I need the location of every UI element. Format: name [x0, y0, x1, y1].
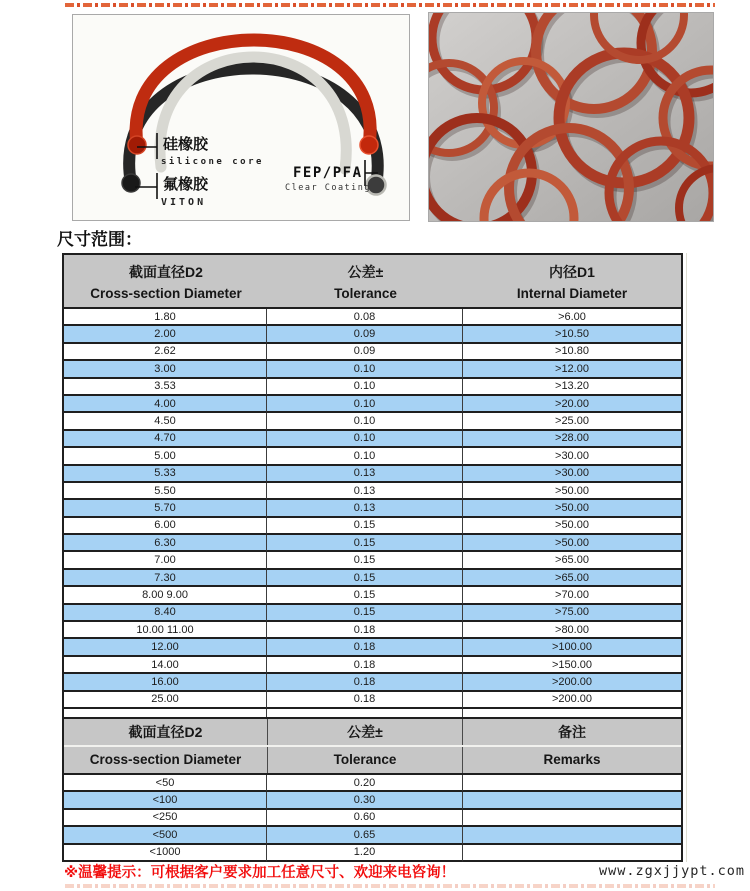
- remarks-header-remarks-cn: 备注: [558, 723, 586, 740]
- table-cell: 7.00: [62, 552, 267, 569]
- table-cell: >30.00: [463, 448, 683, 465]
- table-cell: >50.00: [463, 500, 683, 517]
- remarks-header-row-cn: [64, 719, 681, 745]
- table-cell: 0.15: [267, 518, 463, 535]
- table-cell: [463, 792, 683, 809]
- table-cell: 1.80: [62, 309, 267, 326]
- table-cell: >10.80: [463, 344, 683, 361]
- table-cell: 0.10: [267, 448, 463, 465]
- size-tables: [62, 253, 683, 862]
- table-gap-row: [62, 709, 683, 717]
- table-right-shadow-line: [686, 253, 687, 862]
- table-row: [62, 639, 683, 656]
- header-tolerance-en: Tolerance: [334, 285, 397, 301]
- table-cell: >80.00: [463, 622, 683, 639]
- header-cross-section-en: Cross-section Diameter: [90, 285, 242, 301]
- table-cell: 1.20: [267, 845, 463, 862]
- table-cell: 0.10: [267, 413, 463, 430]
- remarks-header-tolerance-cn: 公差±: [268, 719, 463, 745]
- table-cell: <500: [62, 827, 267, 844]
- table-cell: <1000: [62, 845, 267, 862]
- gap-cell: [62, 709, 267, 717]
- table-cell: 2.00: [62, 326, 267, 343]
- table-cell: 12.00: [62, 639, 267, 656]
- table-cell: 0.18: [267, 692, 463, 709]
- oring-structure-svg: [73, 15, 409, 220]
- oring-photo-svg: [429, 13, 713, 221]
- top-dashed-divider: [65, 3, 715, 7]
- header-tolerance-cn: 公差±: [347, 263, 384, 280]
- table-cell: 0.09: [267, 344, 463, 361]
- table-cell: 5.00: [62, 448, 267, 465]
- remarks-header-cross-section-cn: 截面直径D2: [64, 719, 268, 745]
- remarks-table-body: [62, 775, 683, 862]
- table-cell: 0.09: [267, 326, 463, 343]
- table-row: [62, 810, 683, 827]
- table-cell: >75.00: [463, 605, 683, 622]
- table-row: [62, 570, 683, 587]
- gap-cell: [463, 709, 683, 717]
- table-cell: 0.13: [267, 483, 463, 500]
- table-cell: 14.00: [62, 657, 267, 674]
- table-cell: 0.15: [267, 587, 463, 604]
- table-cell: [463, 775, 683, 792]
- header-internal-diameter-en: Internal Diameter: [516, 285, 628, 301]
- table-row: [62, 692, 683, 709]
- size-table-header: [62, 253, 683, 309]
- table-cell: 0.18: [267, 657, 463, 674]
- table-cell: 16.00: [62, 674, 267, 691]
- table-cell: 6.30: [62, 535, 267, 552]
- size-table-body: [62, 309, 683, 709]
- bottom-dashed-divider: [65, 884, 715, 888]
- table-cell: 0.20: [267, 775, 463, 792]
- table-cell: [463, 827, 683, 844]
- table-cell: >28.00: [463, 431, 683, 448]
- remarks-header-cross-section-en: Cross-section Diameter: [64, 747, 268, 773]
- table-cell: 0.18: [267, 622, 463, 639]
- table-cell: 0.10: [267, 361, 463, 378]
- silicone-end-left: [128, 136, 146, 154]
- table-cell: >6.00: [463, 309, 683, 326]
- table-cell: >200.00: [463, 674, 683, 691]
- table-cell: 6.00: [62, 518, 267, 535]
- table-cell: >10.50: [463, 326, 683, 343]
- oring-photo: [428, 12, 714, 222]
- gap-cell: [267, 709, 463, 717]
- table-cell: 0.15: [267, 552, 463, 569]
- table-cell: 2.62: [62, 344, 267, 361]
- table-cell: 0.13: [267, 500, 463, 517]
- table-cell: >30.00: [463, 466, 683, 483]
- silicone-label-cn: 硅橡胶: [163, 136, 209, 153]
- silicone-end-right: [360, 136, 378, 154]
- table-cell: <100: [62, 792, 267, 809]
- table-cell: 0.18: [267, 674, 463, 691]
- table-cell: 0.65: [267, 827, 463, 844]
- table-cell: 0.10: [267, 379, 463, 396]
- table-row: [62, 622, 683, 639]
- site-watermark: www.zgxjjypt.com: [598, 863, 745, 879]
- table-row: [62, 518, 683, 535]
- table-cell: 5.50: [62, 483, 267, 500]
- notice-text: ※温馨提示：可根据客户要求加工任意尺寸、欢迎来电咨询！: [64, 865, 456, 881]
- table-cell: 3.00: [62, 361, 267, 378]
- table-row: [62, 413, 683, 430]
- table-row: [62, 344, 683, 361]
- table-cell: 4.00: [62, 396, 267, 413]
- fep-label: FEP/PFA: [293, 165, 363, 181]
- section-heading: 尺寸范围：: [57, 230, 142, 249]
- table-cell: >20.00: [463, 396, 683, 413]
- table-row: [62, 775, 683, 792]
- table-row: [62, 827, 683, 844]
- table-cell: 0.08: [267, 309, 463, 326]
- table-cell: 0.10: [267, 431, 463, 448]
- table-cell: 8.40: [62, 605, 267, 622]
- table-cell: 4.50: [62, 413, 267, 430]
- fep-sublabel: Clear Coating: [285, 183, 372, 193]
- header-cross-section: [64, 255, 268, 307]
- table-row: [62, 792, 683, 809]
- table-cell: 25.00: [62, 692, 267, 709]
- table-row: [62, 535, 683, 552]
- table-cell: <50: [62, 775, 267, 792]
- table-cell: >65.00: [463, 570, 683, 587]
- table-cell: >65.00: [463, 552, 683, 569]
- table-cell: >70.00: [463, 587, 683, 604]
- table-cell: [463, 810, 683, 827]
- table-cell: >50.00: [463, 483, 683, 500]
- remarks-table-header: [62, 717, 683, 775]
- remarks-header-remarks-en: Remarks: [543, 752, 601, 768]
- table-row: [62, 587, 683, 604]
- table-cell: 0.18: [267, 639, 463, 656]
- viton-label-en: VITON: [161, 197, 207, 208]
- table-row: [62, 431, 683, 448]
- table-row: [62, 396, 683, 413]
- table-cell: 4.70: [62, 431, 267, 448]
- table-row: [62, 466, 683, 483]
- table-cell: >200.00: [463, 692, 683, 709]
- table-cell: 0.60: [267, 810, 463, 827]
- table-cell: 5.33: [62, 466, 267, 483]
- table-row: [62, 674, 683, 691]
- oring-structure-image: [72, 14, 410, 221]
- table-row: [62, 500, 683, 517]
- table-cell: 0.13: [267, 466, 463, 483]
- table-row: [62, 483, 683, 500]
- remarks-header-row-en: [64, 747, 681, 773]
- table-cell: <250: [62, 810, 267, 827]
- table-row: [62, 379, 683, 396]
- table-cell: 0.15: [267, 605, 463, 622]
- table-row: [62, 309, 683, 326]
- table-row: [62, 845, 683, 862]
- table-row: [62, 605, 683, 622]
- table-cell: >100.00: [463, 639, 683, 656]
- header-cross-section-cn: 截面直径D2: [129, 263, 203, 280]
- table-cell: 5.70: [62, 500, 267, 517]
- table-cell: 8.00 9.00: [62, 587, 267, 604]
- table-cell: 7.30: [62, 570, 267, 587]
- table-cell: >13.20: [463, 379, 683, 396]
- table-cell: >50.00: [463, 518, 683, 535]
- remarks-header-tolerance-en: Tolerance: [268, 747, 463, 773]
- table-row: [62, 326, 683, 343]
- table-cell: >50.00: [463, 535, 683, 552]
- table-row: [62, 448, 683, 465]
- table-cell: >150.00: [463, 657, 683, 674]
- viton-label-cn: 氟橡胶: [163, 176, 209, 193]
- table-cell: 3.53: [62, 379, 267, 396]
- table-cell: >25.00: [463, 413, 683, 430]
- viton-end-left: [122, 174, 140, 192]
- table-row: [62, 552, 683, 569]
- silicone-label-en: silicone core: [161, 157, 264, 167]
- table-cell: [463, 845, 683, 862]
- table-cell: 0.10: [267, 396, 463, 413]
- table-row: [62, 657, 683, 674]
- header-internal-diameter-cn: 内径D1: [549, 263, 595, 280]
- header-tolerance: [268, 255, 463, 307]
- table-row: [62, 361, 683, 378]
- header-internal-diameter: [463, 255, 681, 307]
- table-cell: 0.15: [267, 535, 463, 552]
- table-cell: 10.00 11.00: [62, 622, 267, 639]
- table-cell: 0.30: [267, 792, 463, 809]
- table-cell: 0.15: [267, 570, 463, 587]
- table-cell: >12.00: [463, 361, 683, 378]
